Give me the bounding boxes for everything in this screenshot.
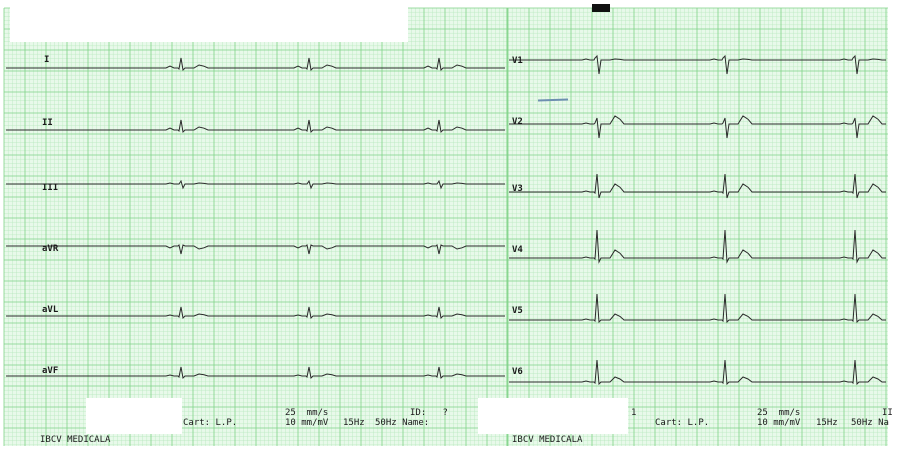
- footer-right-filter2: 50Hz Na: [851, 418, 889, 428]
- footer-left-id: ID: ?: [410, 408, 448, 418]
- footer-left-filter1: 15Hz: [343, 418, 365, 428]
- footer-right-id: II: [882, 408, 893, 418]
- footer-right-page: 1: [631, 408, 637, 418]
- footer-right-gain: 10 mm/mV: [757, 418, 801, 428]
- lead-label-aVL: aVL: [42, 305, 59, 315]
- lead-label-V3: V3: [512, 184, 523, 194]
- lead-label-V5: V5: [512, 306, 523, 316]
- lead-label-II: II: [42, 118, 53, 128]
- lead-label-V4: V4: [512, 245, 523, 255]
- footer-right-speed: 25 mm/s: [757, 408, 801, 418]
- redacted-patient-left: [86, 398, 182, 434]
- footer-left-cart: Cart: L.P.: [183, 418, 238, 428]
- footer-right-filter1: 15Hz: [816, 418, 838, 428]
- footer-right-cart: Cart: L.P.: [655, 418, 710, 428]
- footer-left-gain: 10 mm/mV: [285, 418, 329, 428]
- footer-left-speed: 25 mm/s: [285, 408, 329, 418]
- grid-paper: [4, 8, 888, 446]
- calibration-marker: [592, 4, 610, 12]
- redacted-header: [10, 2, 408, 42]
- lead-label-I: I: [44, 55, 50, 65]
- redacted-patient-right: [478, 398, 628, 434]
- lead-label-V6: V6: [512, 367, 523, 377]
- footer-left-brand: IBCV MEDICALA: [40, 435, 111, 445]
- footer-left-filter2: 50Hz Name:: [375, 418, 430, 428]
- footer-right-brand: IBCV MEDICALA: [512, 435, 583, 445]
- lead-label-aVR: aVR: [42, 244, 59, 254]
- lead-label-III: III: [42, 183, 59, 193]
- lead-label-aVF: aVF: [42, 366, 59, 376]
- lead-label-V1: V1: [512, 56, 523, 66]
- lead-label-V2: V2: [512, 117, 523, 127]
